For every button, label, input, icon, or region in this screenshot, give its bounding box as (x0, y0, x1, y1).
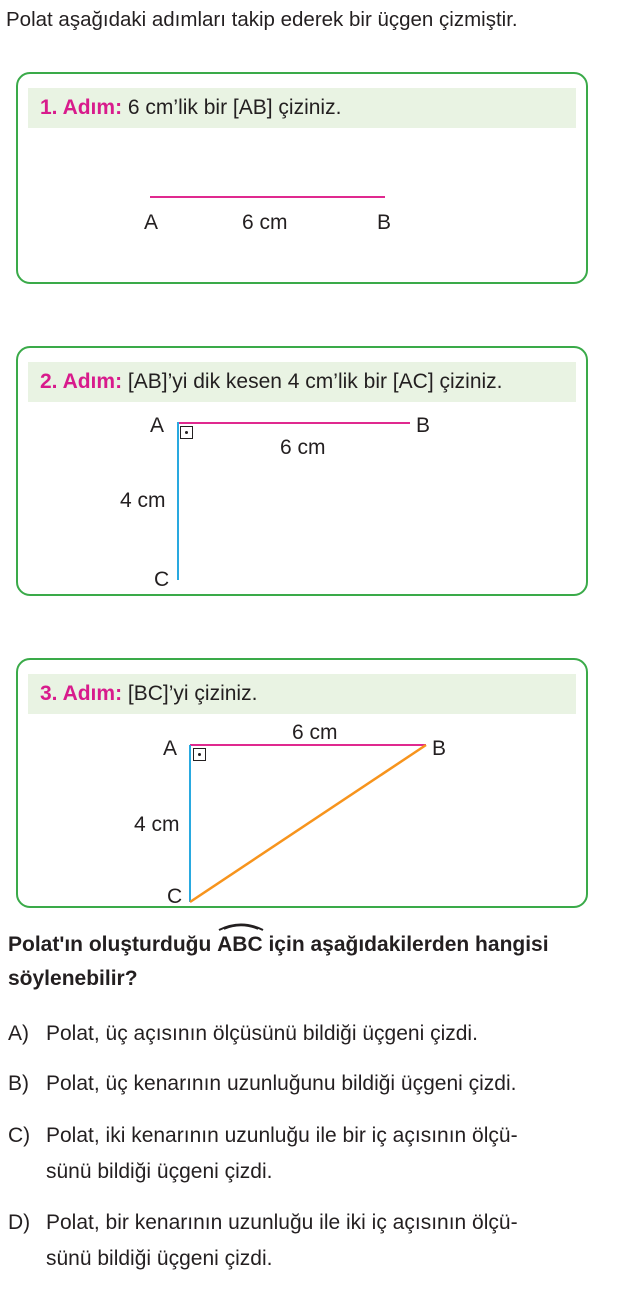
option-text: Polat, üç açısının ölçüsünü bildiği üçgeni çizdi. (46, 1022, 478, 1045)
point-b-label: B (416, 414, 431, 437)
option-a[interactable] (8, 1016, 616, 1052)
point-a-label: A (150, 414, 165, 437)
intro-text: Polat aşağıdaki adımları takip ederek bir üçgen çizmiştir. (6, 8, 518, 31)
segment-ab (177, 422, 410, 424)
step-3-text: [BC]’yi çiziniz. (122, 682, 258, 705)
segment-bc (190, 745, 426, 902)
ab-length-label: 6 cm (292, 721, 338, 744)
step-2-text: [AB]’yi dik kesen 4 cm’lik bir [AC] çiziniz. (122, 370, 503, 393)
point-c-label: C (167, 885, 183, 908)
ac-length-label: 4 cm (134, 813, 180, 836)
step-1-label: 1. Adım: (40, 96, 123, 119)
step-3-box (16, 658, 588, 908)
step-1-text: 6 cm’lik bir [AB] çiziniz. (122, 96, 342, 119)
triangle-abc (18, 660, 586, 906)
question-text (8, 928, 614, 996)
point-b-label: B (432, 737, 447, 760)
option-letter: B) (8, 1072, 29, 1095)
angle-hat-icon (218, 921, 264, 931)
option-letter: A) (8, 1022, 29, 1045)
point-a-label: A (144, 211, 159, 234)
step-2-box (16, 346, 588, 596)
ac-length-label: 4 cm (120, 489, 166, 512)
step-1-box (16, 72, 588, 284)
segment-ab (150, 196, 385, 198)
step-2-label: 2. Adım: (40, 370, 123, 393)
question-prefix: Polat'ın oluşturduğu (8, 933, 218, 956)
angle-letters: ABC (217, 933, 263, 956)
right-angle-marker (193, 748, 206, 761)
step-1-header (28, 88, 576, 128)
question-suffix: için aşağıdakilerden hangisi söylenebilir? (8, 933, 549, 990)
point-b-label: B (377, 211, 392, 234)
segment-ac (177, 422, 179, 580)
option-letter: C) (8, 1124, 31, 1147)
ab-length-label: 6 cm (280, 436, 326, 459)
right-angle-marker (180, 426, 193, 439)
point-c-label: C (154, 568, 170, 591)
option-c[interactable] (8, 1118, 616, 1190)
step-3-label: 3. Adım: (40, 682, 123, 705)
option-b[interactable] (8, 1066, 616, 1102)
option-d[interactable] (8, 1205, 616, 1277)
option-text-continued: sünü bildiği üçgeni çizdi. (46, 1247, 273, 1270)
angle-abc (217, 928, 263, 962)
option-text: Polat, iki kenarının uzunluğu ile bir iç açısının ölçü- (46, 1124, 518, 1147)
option-text: Polat, bir kenarının uzunluğu ile iki iç açısının ölçü- (46, 1211, 518, 1234)
option-text: Polat, üç kenarının uzunluğunu bildiği üçgeni çizdi. (46, 1072, 517, 1095)
option-letter: D) (8, 1211, 31, 1234)
option-text-continued: sünü bildiği üçgeni çizdi. (46, 1160, 273, 1183)
step-2-header (28, 362, 576, 402)
point-a-label: A (163, 737, 178, 760)
ab-length-label: 6 cm (242, 211, 288, 234)
